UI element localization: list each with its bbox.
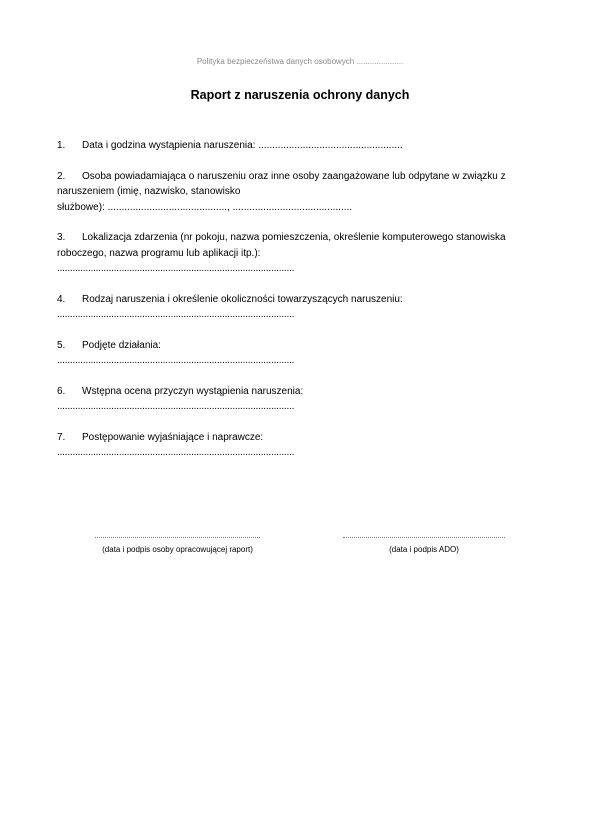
item-text: Rodzaj naruszenia i określenie okoliczności towarzyszących naruszeniu: [82,293,403,305]
report-items [57,138,517,476]
report-item-4 [57,292,517,323]
header-text: Polityka bezpieczeństwa danych osobowych ..................... [196,57,404,66]
item-text: Data i godzina wystąpienia naruszenia: .................................................... [82,140,403,151]
signature-line [95,530,260,538]
item-number: 6. [57,385,66,397]
answer-dotted-line: ............................................................................................ [57,309,295,320]
signature-caption-ado: (data i podpis ADO) [389,545,459,554]
report-item-6 [57,384,517,415]
report-item-3 [57,230,517,277]
document-title: Raport z naruszenia ochrony danych [190,88,410,102]
item-text: Wstępna ocena przyczyn wystąpienia naruszenia: [82,385,304,397]
answer-dotted-line: ............................................................................................ [57,263,295,274]
item-text: Lokalizacja zdarzenia (nr pokoju, nazwa pomieszczenia, określenie komputerowego stanowiska roboczego, nazwa programu lub aplikacji itp.): [57,232,506,259]
item-number: 3. [57,232,66,243]
item-text: Osoba powiadamiająca o naruszeniu oraz inne osoby zaangażowane lub odpytane w związku z naruszeniem (imię, nazwisko, stanowisko [57,170,506,197]
answer-dotted-line: ............................................................................................ [57,355,295,366]
signature-block-author [95,530,260,554]
answer-dotted-line: ............................................................................................ [57,447,295,458]
document-header [0,57,600,66]
item-number: 1. [57,140,66,151]
item-number: 5. [57,339,66,351]
item-number: 7. [57,431,66,443]
report-item-7 [57,430,517,461]
item-continuation: służbowe): ..........................................., ........................................... [57,201,353,213]
item-number: 4. [57,293,66,305]
item-text: Postępowanie wyjaśniające i naprawcze: [82,431,264,443]
report-item-2 [57,169,517,216]
item-text: Podjęte działania: [82,339,161,351]
signature-caption-author: (data i podpis osoby opracowującej raport) [102,545,253,554]
signature-block-ado [343,530,505,554]
report-item-5 [57,338,517,369]
answer-dotted-line: ............................................................................................ [57,401,295,412]
item-number: 2. [57,170,66,182]
report-item-1 [57,138,517,154]
signature-line [343,530,505,538]
